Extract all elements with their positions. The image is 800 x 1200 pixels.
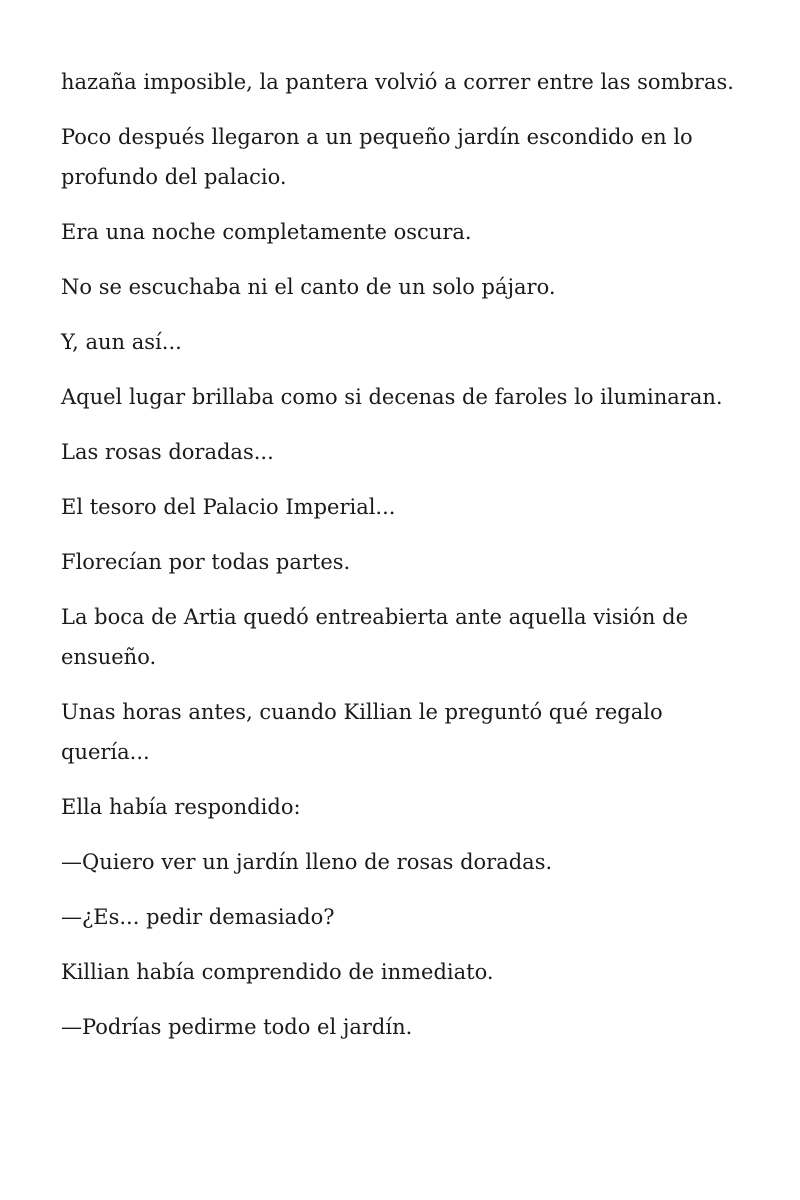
paragraph: Y, aun así... <box>61 330 182 354</box>
paragraph: Florecían por todas partes. <box>61 550 351 574</box>
paragraph: Aquel lugar brillaba como si decenas de faroles lo iluminaran. <box>61 385 723 409</box>
paragraph: La boca de Artia quedó entreabierta ante aquella visión de ensueño. <box>61 605 688 669</box>
paragraph: Era una noche completamente oscura. <box>61 220 472 244</box>
paragraph: hazaña imposible, la pantera volvió a correr entre las sombras. <box>61 70 734 94</box>
paragraph: Poco después llegaron a un pequeño jardín escondido en lo profundo del palacio. <box>61 125 693 189</box>
dialogue-line: —Podrías pedirme todo el jardín. <box>61 1015 413 1039</box>
paragraph: Killian había comprendido de inmediato. <box>61 960 494 984</box>
reading-page <box>61 62 741 1062</box>
paragraph: Ella había respondido: <box>61 795 301 819</box>
paragraph: El tesoro del Palacio Imperial... <box>61 495 396 519</box>
dialogue-line: —Quiero ver un jardín lleno de rosas doradas. <box>61 850 553 874</box>
paragraph: No se escuchaba ni el canto de un solo pájaro. <box>61 275 556 299</box>
dialogue-line: —¿Es... pedir demasiado? <box>61 905 335 929</box>
paragraph: Las rosas doradas... <box>61 440 274 464</box>
paragraph: Unas horas antes, cuando Killian le preguntó qué regalo quería... <box>61 700 663 764</box>
